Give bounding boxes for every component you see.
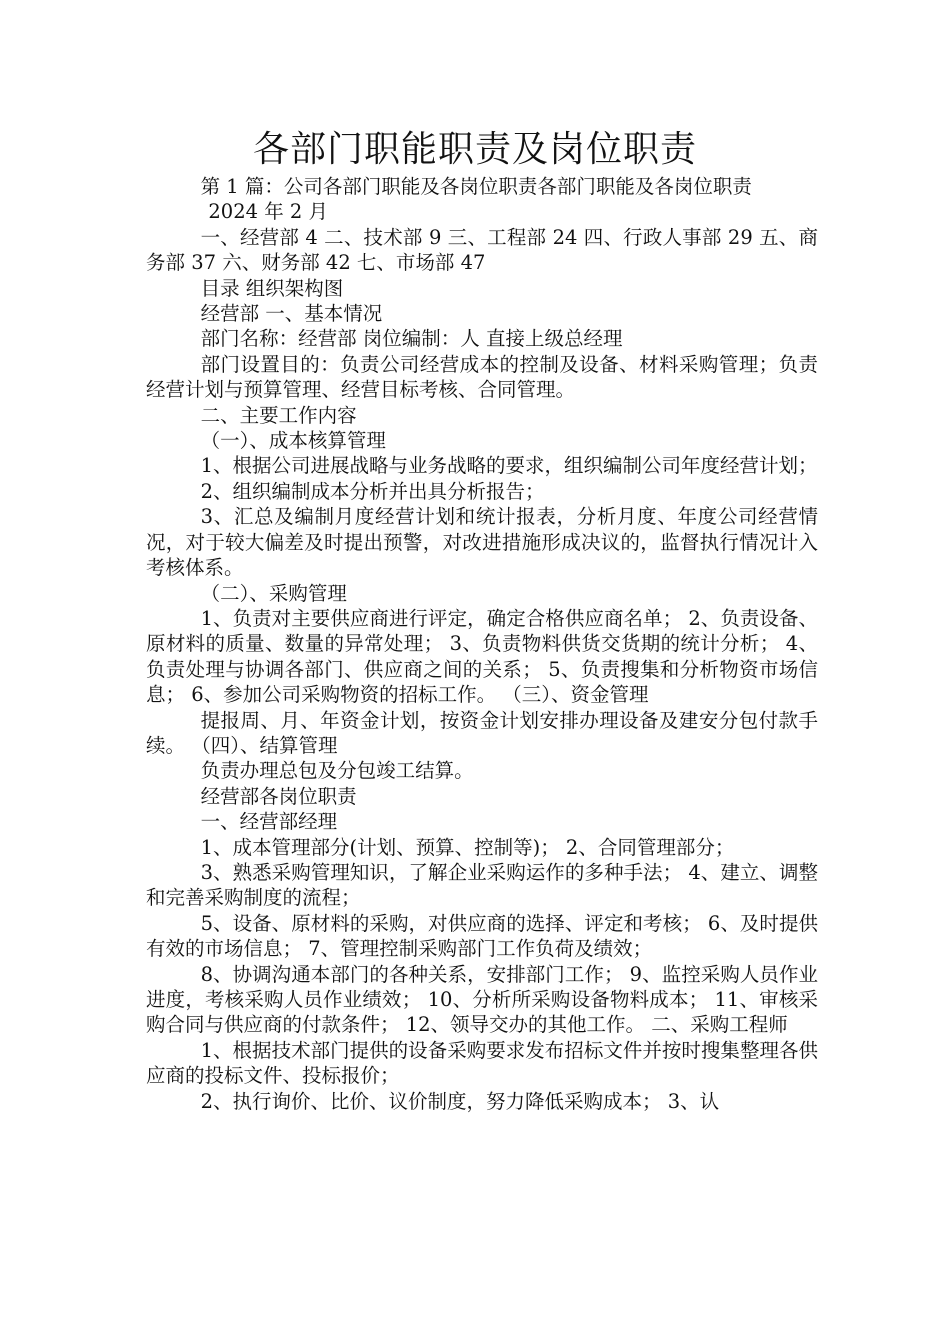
- paragraph-cost-2: 2、组织编制成本分析并出具分析报告；: [200, 479, 545, 503]
- paragraph-manager-8: 8、协调沟通本部门的各种关系，安排部门工作； 9、监控采购人员作业进度，考核采购人员作业绩效； 10、分析所采购设备物料成本； 11、审核采购合同与供应商的付款条件； 12、领导交办的其他工作。 二、采购工程师: [146, 962, 818, 1037]
- paragraph-funds: 提报周、月、年资金计划，按资金计划安排办理设备及建安分包付款手续。 （四）、结算管理: [146, 708, 818, 757]
- paragraph-cost-3: 3、汇总及编制月度经营计划和统计报表，分析月度、年度公司经营情况，对于较大偏差及时提出预警，对改进措施形成决议的，监督执行情况计入考核体系。: [146, 505, 818, 580]
- paragraph-chapter-heading: 第 1 篇：公司各部门职能及各岗位职责各部门职能及各岗位职责: [200, 175, 752, 198]
- paragraph-date: 2024 年 2 月: [208, 200, 329, 224]
- paragraph-manager-1: 1、成本管理部分(计划、预算、控制等)； 2、合同管理部分；: [200, 835, 735, 859]
- document-title: 各部门职能职责及岗位职责: [252, 129, 697, 170]
- paragraph-engineer-2: 2、执行询价、比价、议价制度，努力降低采购成本； 3、认: [200, 1089, 720, 1113]
- paragraph-cost-heading: （一）、成本核算管理: [200, 429, 386, 453]
- paragraph-department-name: 部门名称：经营部 岗位编制：人 直接上级总经理: [200, 327, 623, 351]
- document-body: [146, 174, 818, 1114]
- paragraph-purchase-heading: （二）、采购管理: [200, 581, 347, 605]
- paragraph-positions-heading: 经营部各岗位职责: [200, 784, 357, 808]
- paragraph-main-work: 二、主要工作内容: [200, 403, 357, 427]
- paragraph-toc: 一、经营部 4 二、技术部 9 三、工程部 24 四、行政人事部 29 五、商务部 37 六、财务部 42 七、市场部 47: [146, 225, 818, 275]
- paragraph-purchase-items: 1、负责对主要供应商进行评定，确定合格供应商名单； 2、负责设备、原材料的质量、数量的异常处理； 3、负责物料供货交货期的统计分析； 4、负责处理与协调各部门、供应商之间的关系； 5、负责搜集和分析物资市场信息； 6、参加公司采购物资的招标工作。 （三）、资金管理: [146, 606, 818, 707]
- paragraph-cost-1: 1、根据公司进展战略与业务战略的要求，组织编制公司年度经营计划；: [200, 454, 818, 478]
- paragraph-manager-5: 5、设备、原材料的采购，对供应商的选择、评定和考核； 6、及时提供有效的市场信息； 7、管理控制采购部门工作负荷及绩效；: [146, 911, 818, 961]
- paragraph-settlement: 负责办理总包及分包竣工结算。: [200, 759, 474, 783]
- paragraph-department-purpose: 部门设置目的：负责公司经营成本的控制及设备、材料采购管理；负责经营计划与预算管理、经营目标考核、合同管理。: [146, 352, 818, 402]
- paragraph-engineer-1: 1、根据技术部门提供的设备采购要求发布招标文件并按时搜集整理各供应商的投标文件、投标报价；: [146, 1038, 818, 1088]
- paragraph-manager-heading: 一、经营部经理: [200, 810, 338, 834]
- paragraph-toc-heading: 目录 组织架构图: [200, 276, 344, 300]
- paragraph-section-basic: 经营部 一、基本情况: [200, 302, 383, 326]
- paragraph-manager-3: 3、熟悉采购管理知识，了解企业采购运作的多种手法； 4、建立、调整和完善采购制度的流程；: [146, 860, 818, 910]
